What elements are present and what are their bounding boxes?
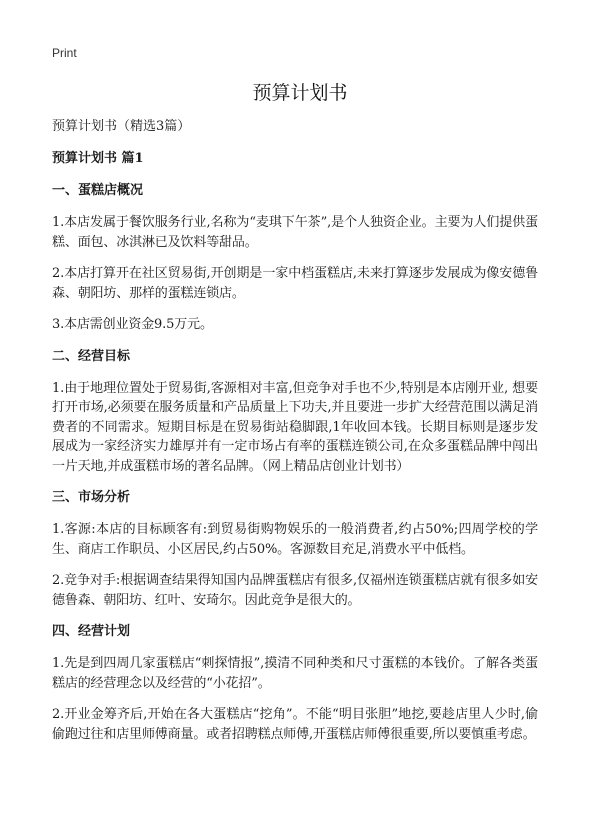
section-market xyxy=(52,488,538,610)
document-body xyxy=(52,117,538,756)
paragraph: 1.由于地理位置处于贸易街,客源相对丰富,但竞争对手也不少,特别是本店刚开业, 想要打开市场,必须要在服务质量和产品质量上下功夫,并且要进一步扩大经营范围以满足消费者的不同需求。短期目标是在贸易街站稳脚跟,1年收回本钱。长期目标则是逐步发展成为一家经济实力雄厚并有一定市场占有率的蛋糕连锁公司,在众多蛋糕品牌中闯出一片天地,并成蛋糕市场的著名品牌。（网上精品店创业计划书） xyxy=(52,380,538,474)
document-title: 预算计划书 xyxy=(252,82,348,104)
paragraph: 2.开业金筹齐后,开始在各大蛋糕店“挖角”。不能“明目张胆”地挖,要趁店里人少时,偷偷跑过往和店里师傅商量。或者招聘糕点师傅,开蛋糕店师傅很重要,所以要慎重考虑。 xyxy=(52,707,538,742)
paragraph: 2.本店打算开在社区贸易街,开创期是一家中档蛋糕店,未来打算逐步发展成为像安德鲁森、朝阳坊、那样的蛋糕连锁店。 xyxy=(52,266,538,301)
section-heading: 一、蛋糕店概况 xyxy=(52,183,144,198)
print-label: Print xyxy=(52,46,77,60)
section-heading: 四、经营计划 xyxy=(52,624,131,639)
paragraph: 2.竞争对手:根据调查结果得知国内品牌蛋糕店有很多,仅福州连锁蛋糕店就有很多如安德鲁森、朝阳坊、红叶、安琦尔。因此竞争是很大的。 xyxy=(52,573,538,608)
section-plan xyxy=(52,622,538,744)
section-heading: 三、市场分析 xyxy=(52,490,131,505)
section-goals xyxy=(52,347,538,477)
section-overview xyxy=(52,181,538,335)
paragraph: 3.本店需创业资金9.5万元。 xyxy=(52,317,213,332)
paragraph: 1.本店发属于餐饮服务行业,名称为“麦琪下午茶”,是个人独资企业。主要为人们提供蛋糕、面包、冰淇淋已及饮料等甜品。 xyxy=(52,215,538,250)
document-subtitle: 预算计划书（精选3篇） xyxy=(52,119,191,134)
paragraph: 1.先是到四周几家蛋糕店“刺探情报”,摸清不同种类和尺寸蛋糕的本钱价。了解各类蛋糕店的经营理念以及经营的“小花招”。 xyxy=(52,656,538,691)
part-title: 预算计划书 篇1 xyxy=(52,151,144,166)
paragraph: 1.客源:本店的目标顾客有:到贸易街购物娱乐的一般消费者,约占50%;四周学校的学生、商店工作职员、小区居民,约占50%。客源数目充足,消费水平中低档。 xyxy=(52,522,538,557)
section-heading: 二、经营目标 xyxy=(52,348,131,364)
